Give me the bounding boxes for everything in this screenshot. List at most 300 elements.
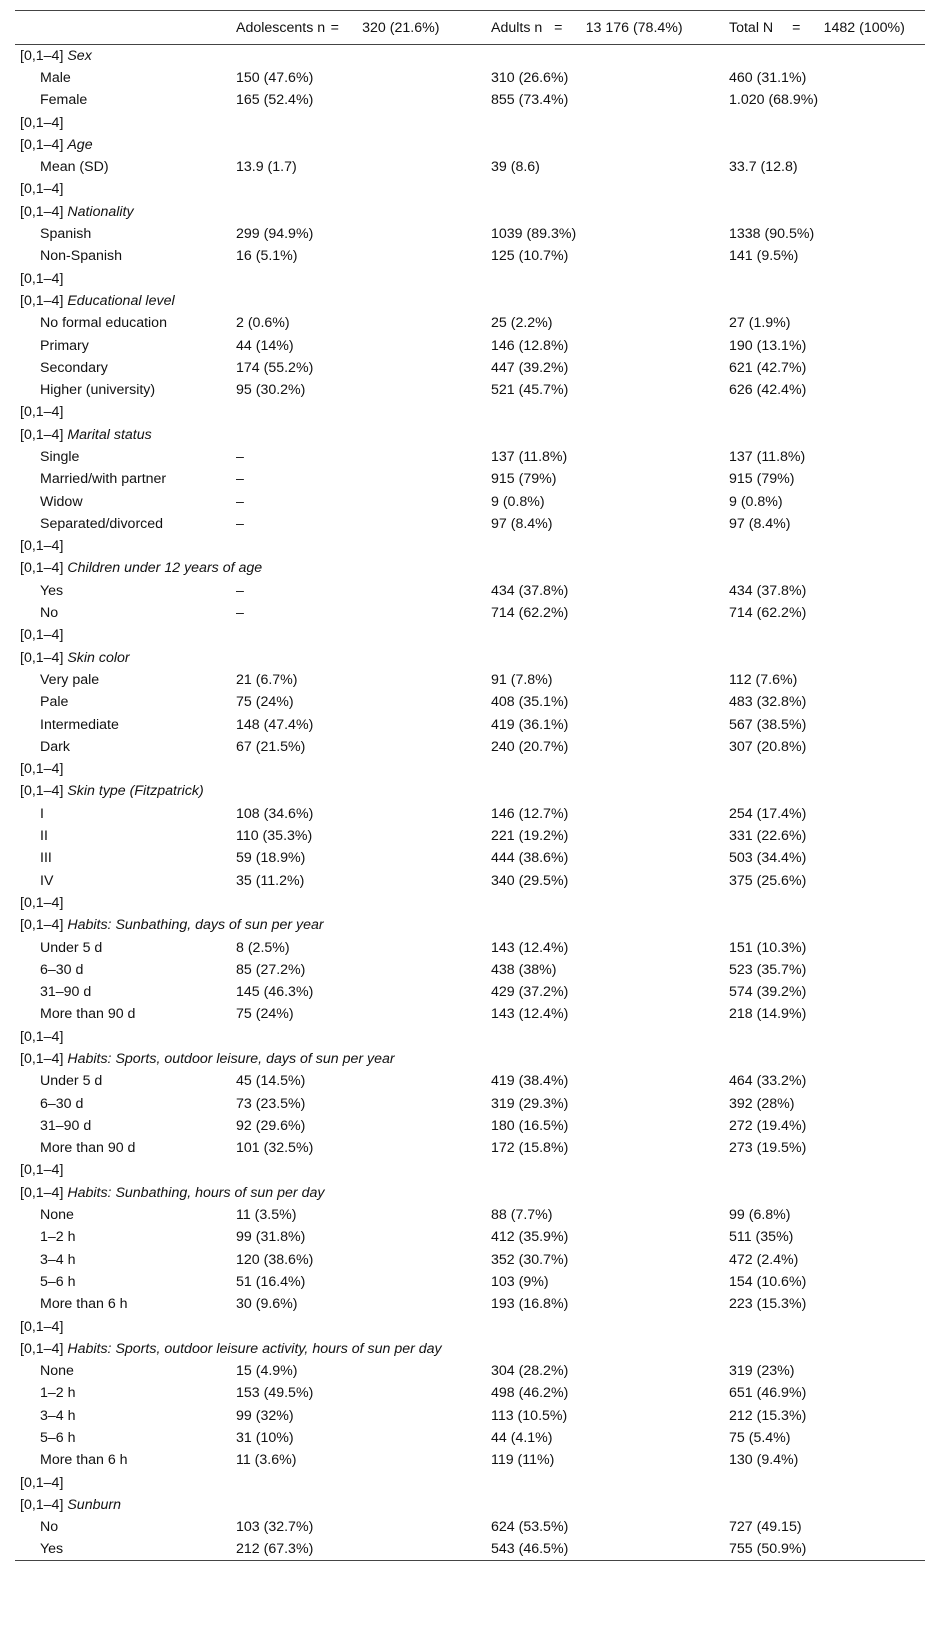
- section-title: Habits: Sunbathing, hours of sun per day: [67, 1184, 325, 1201]
- table-row: [15, 1405, 925, 1427]
- section-header-cell: [15, 557, 925, 579]
- cell-adolescents: 51 (16.4%): [236, 1273, 306, 1290]
- cell-adults: 9 (0.8%): [491, 493, 545, 510]
- table-row: [15, 1293, 925, 1315]
- table-row: [15, 736, 925, 758]
- separator-prefix: [0,1–4]: [20, 1318, 64, 1335]
- section-title: Skin color: [67, 649, 130, 666]
- section-prefix: [0,1–4]: [20, 649, 64, 666]
- section-prefix: [0,1–4]: [20, 292, 64, 309]
- cell-adolescents: 95 (30.2%): [236, 382, 306, 399]
- cell-label: Single: [40, 448, 80, 465]
- cell-adults: 447 (39.2%): [491, 359, 569, 376]
- cell-total: 151 (10.3%): [729, 939, 807, 956]
- cell-label: More than 90 d: [40, 1006, 136, 1023]
- table-row: [15, 1226, 925, 1248]
- separator-prefix: [0,1–4]: [20, 114, 64, 131]
- cell-adults: 714 (62.2%): [491, 605, 569, 622]
- section-header-row: [15, 780, 925, 802]
- cell-label: Spanish: [40, 226, 92, 243]
- table-row: [15, 1427, 925, 1449]
- section-header-row: [15, 201, 925, 223]
- section-prefix: [0,1–4]: [20, 1340, 64, 1357]
- table-row: [15, 223, 925, 245]
- cell-label: More than 6 h: [40, 1296, 128, 1313]
- table-row: [15, 67, 925, 89]
- cell-adults: 352 (30.7%): [491, 1251, 569, 1268]
- cell-adolescents: 11 (3.5%): [236, 1207, 297, 1224]
- section-title: Skin type (Fitzpatrick): [67, 783, 204, 800]
- section-header-row: [15, 45, 925, 67]
- cell-total: 112 (7.6%): [729, 671, 798, 688]
- section-header-cell: [15, 1494, 925, 1516]
- cell-adults: 915 (79%): [491, 471, 557, 488]
- cell-adults: 143 (12.4%): [491, 939, 569, 956]
- cell-total: 190 (13.1%): [729, 337, 807, 354]
- cell-adults: 855 (73.4%): [491, 92, 569, 109]
- cell-label: Yes: [15, 1538, 223, 1560]
- cell-adults: 498 (46.2%): [491, 1385, 569, 1402]
- cell-adolescents: 75 (24%): [236, 1006, 294, 1023]
- separator-prefix: [0,1–4]: [20, 761, 64, 778]
- separator-row: [15, 401, 925, 423]
- cell-adolescents: 30 (9.6%): [236, 1296, 298, 1313]
- table-row: [15, 1449, 925, 1471]
- table-row: [15, 1070, 925, 1092]
- cell-adolescents: 75 (24%): [236, 694, 294, 711]
- cell-label: No: [40, 605, 59, 622]
- cell-total: 651 (46.9%): [729, 1385, 807, 1402]
- cell-adults: 521 (45.7%): [491, 382, 569, 399]
- cell-total: 272 (19.4%): [729, 1117, 807, 1134]
- cell-total: 99 (6.8%): [729, 1207, 791, 1224]
- section-prefix: [0,1–4]: [20, 1184, 64, 1201]
- table-row: [15, 1204, 925, 1226]
- cell-adults: 97 (8.4%): [491, 515, 553, 532]
- table-row: [15, 825, 925, 847]
- section-header-cell: [15, 780, 925, 802]
- header-cell-adults: Adults n = 13 176 (78.4%): [478, 11, 716, 45]
- cell-adolescents: 145 (46.3%): [236, 984, 314, 1001]
- cell-adults: 88 (7.7%): [491, 1207, 553, 1224]
- cell-label: Primary: [40, 337, 89, 354]
- cell-adults: 119 (11%): [491, 1452, 555, 1469]
- cell-adolescents: 15 (4.9%): [236, 1363, 298, 1380]
- table-row: [15, 513, 925, 535]
- cell-adolescents: 67 (21.5%): [236, 738, 306, 755]
- section-header-cell: [15, 201, 925, 223]
- cell-label: None: [40, 1207, 74, 1224]
- section-header-row: [15, 1048, 925, 1070]
- separator-row: [15, 624, 925, 646]
- cell-adolescents: 85 (27.2%): [236, 961, 306, 978]
- section-title: Habits: Sports, outdoor leisure activity, hours of sun per day: [67, 1340, 442, 1357]
- table-row: [15, 602, 925, 624]
- cell-adults: 429 (37.2%): [491, 984, 569, 1001]
- cell-total: 460 (31.1%): [729, 69, 807, 86]
- section-title: Children under 12 years of age: [67, 560, 263, 577]
- cell-total: 218 (14.9%): [729, 1006, 807, 1023]
- cell-adolescents: 8 (2.5%): [236, 939, 290, 956]
- cell-adolescents: 108 (34.6%): [236, 805, 314, 822]
- section-header-cell: [15, 290, 925, 312]
- table-row: [15, 691, 925, 713]
- cell-adults: 146 (12.7%): [491, 805, 569, 822]
- cell-adolescents: 103 (32.7%): [236, 1519, 314, 1536]
- table-row: [15, 490, 925, 512]
- cell-adults: 221 (19.2%): [491, 828, 569, 845]
- cell-adolescents: 165 (52.4%): [236, 92, 314, 109]
- cell-total: 567 (38.5%): [729, 716, 807, 733]
- cell-adolescents: 120 (38.6%): [236, 1251, 314, 1268]
- separator-prefix: [0,1–4]: [20, 181, 64, 198]
- separator-row: [15, 535, 925, 557]
- section-title: Marital status: [67, 426, 152, 443]
- section-title: Sunburn: [67, 1496, 121, 1513]
- separator-prefix: [0,1–4]: [20, 627, 64, 644]
- cell-label: Under 5 d: [40, 939, 103, 956]
- cell-total: 755 (50.9%): [716, 1538, 925, 1560]
- separator-prefix: [0,1–4]: [20, 894, 64, 911]
- table-row: [15, 1382, 925, 1404]
- cell-label: 6–30 d: [40, 1095, 84, 1112]
- cell-adults: 438 (38%): [491, 961, 557, 978]
- cell-total: 130 (9.4%): [729, 1452, 799, 1469]
- section-header-cell: [15, 914, 925, 936]
- section-header-cell: [15, 647, 925, 669]
- separator-prefix: [0,1–4]: [20, 270, 64, 287]
- cell-adults: 444 (38.6%): [491, 850, 569, 867]
- section-title: Nationality: [67, 203, 134, 220]
- cell-adults: 91 (7.8%): [491, 671, 553, 688]
- cell-label: 31–90 d: [40, 1117, 92, 1134]
- table-row: [15, 803, 925, 825]
- cell-total: 27 (1.9%): [729, 315, 791, 332]
- cell-total: 503 (34.4%): [729, 850, 807, 867]
- cell-adults: 543 (46.5%): [478, 1538, 716, 1560]
- cell-adolescents: 299 (94.9%): [236, 226, 314, 243]
- cell-adults: 39 (8.6): [491, 159, 540, 176]
- cell-total: 375 (25.6%): [729, 872, 807, 889]
- table-row: [15, 334, 925, 356]
- cell-total: 483 (32.8%): [729, 694, 807, 711]
- cell-adults: 180 (16.5%): [491, 1117, 569, 1134]
- cell-label: 3–4 h: [40, 1251, 76, 1268]
- cell-adults: 412 (35.9%): [491, 1229, 569, 1246]
- section-header-row: [15, 1338, 925, 1360]
- cell-label: Secondary: [40, 359, 108, 376]
- cell-adults: 624 (53.5%): [491, 1519, 569, 1536]
- cell-adolescents: 99 (32%): [236, 1407, 294, 1424]
- separator-prefix: [0,1–4]: [20, 538, 64, 555]
- cell-label: 5–6 h: [40, 1430, 76, 1447]
- table-row: [15, 1249, 925, 1271]
- cell-adolescents: –: [236, 448, 244, 465]
- cell-total: 319 (23%): [729, 1363, 795, 1380]
- section-header-cell: [15, 1048, 925, 1070]
- separator-row: [15, 1159, 925, 1181]
- table-row: [15, 156, 925, 178]
- cell-label: No: [40, 1519, 59, 1536]
- separator-row: [15, 758, 925, 780]
- cell-total: 154 (10.6%): [729, 1273, 807, 1290]
- cell-total: 621 (42.7%): [729, 359, 807, 376]
- table-row: [15, 468, 925, 490]
- cell-total: 626 (42.4%): [729, 382, 807, 399]
- cell-total: 141 (9.5%): [729, 248, 799, 265]
- cell-adults: 44 (4.1%): [491, 1430, 553, 1447]
- separator-row: [15, 1026, 925, 1048]
- separator-row: [15, 267, 925, 289]
- section-prefix: [0,1–4]: [20, 1496, 64, 1513]
- cell-label: 1–2 h: [40, 1229, 76, 1246]
- cell-adults: 113 (10.5%): [491, 1407, 568, 1424]
- cell-label: III: [40, 850, 52, 867]
- cell-label: 5–6 h: [40, 1273, 76, 1290]
- table-row: [15, 312, 925, 334]
- cell-adolescents: 16 (5.1%): [236, 248, 298, 265]
- table-row: [15, 713, 925, 735]
- cell-adults: 319 (29.3%): [491, 1095, 569, 1112]
- table-row: [15, 1360, 925, 1382]
- cell-label: Higher (university): [40, 382, 156, 399]
- header-cell-total: Total N = 1482 (100%): [716, 11, 925, 45]
- table-row: [15, 869, 925, 891]
- cell-total: 137 (11.8%): [729, 448, 806, 465]
- table-row: [15, 936, 925, 958]
- section-prefix: [0,1–4]: [20, 560, 64, 577]
- cell-adolescents: –: [236, 493, 244, 510]
- cell-adolescents: 110 (35.3%): [236, 828, 313, 845]
- section-header-row: [15, 647, 925, 669]
- cell-label: None: [40, 1363, 74, 1380]
- section-prefix: [0,1–4]: [20, 917, 64, 934]
- section-header-cell: [15, 134, 925, 156]
- cell-adults: 304 (28.2%): [491, 1363, 569, 1380]
- cell-adolescents: –: [236, 471, 244, 488]
- cell-label: Pale: [40, 694, 69, 711]
- header-cell-empty: [15, 11, 223, 45]
- cell-adolescents: 99 (31.8%): [236, 1229, 306, 1246]
- section-header-row: [15, 134, 925, 156]
- section-header-cell: [15, 424, 925, 446]
- table-row: [15, 1538, 925, 1560]
- table-row: [15, 1271, 925, 1293]
- cell-label: Intermediate: [40, 716, 119, 733]
- cell-label: Under 5 d: [40, 1073, 103, 1090]
- table-container: [15, 10, 925, 1561]
- cell-adults: 434 (37.8%): [491, 582, 569, 599]
- table-row: [15, 446, 925, 468]
- separator-prefix: [0,1–4]: [20, 1474, 64, 1491]
- separator-prefix: [0,1–4]: [20, 1028, 64, 1045]
- cell-total: 523 (35.7%): [729, 961, 807, 978]
- cell-adolescents: 73 (23.5%): [236, 1095, 306, 1112]
- cell-adults: 125 (10.7%): [491, 248, 569, 265]
- cell-adults: 146 (12.8%): [491, 337, 569, 354]
- table-row: [15, 959, 925, 981]
- cell-adolescents: 11 (3.6%): [236, 1452, 297, 1469]
- cell-label: Male: [40, 69, 71, 86]
- cell-total: 434 (37.8%): [729, 582, 807, 599]
- table-row: [15, 1003, 925, 1025]
- section-title: Habits: Sports, outdoor leisure, days of sun per year: [67, 1051, 395, 1067]
- cell-adults: 143 (12.4%): [491, 1006, 569, 1023]
- section-header-row: [15, 1182, 925, 1204]
- cell-adults: 419 (38.4%): [491, 1073, 569, 1090]
- separator-row: [15, 1472, 925, 1494]
- cell-adolescents: 13.9 (1.7): [236, 159, 297, 176]
- cell-label: II: [40, 828, 48, 845]
- table-row: [15, 580, 925, 602]
- separator-row: [15, 111, 925, 133]
- cell-adults: 103 (9%): [491, 1273, 549, 1290]
- cell-label: IV: [40, 872, 54, 889]
- cell-label: 6–30 d: [40, 961, 84, 978]
- cell-adolescents: 212 (67.3%): [223, 1538, 478, 1560]
- table-row: [15, 1516, 925, 1538]
- cell-label: Very pale: [40, 671, 100, 688]
- cell-adults: 137 (11.8%): [491, 448, 568, 465]
- cell-label: Widow: [40, 493, 83, 510]
- cell-adults: 1039 (89.3%): [491, 226, 577, 243]
- cell-label: 3–4 h: [40, 1407, 76, 1424]
- cell-label: Separated/divorced: [40, 515, 164, 532]
- table-header: [15, 11, 925, 45]
- table-row: [15, 357, 925, 379]
- table-row: [15, 89, 925, 111]
- cell-adults: 25 (2.2%): [491, 315, 553, 332]
- table-row: [15, 981, 925, 1003]
- section-prefix: [0,1–4]: [20, 203, 64, 220]
- cell-adolescents: 148 (47.4%): [236, 716, 314, 733]
- cell-adults: 172 (15.8%): [491, 1140, 569, 1157]
- section-prefix: [0,1–4]: [20, 47, 64, 64]
- cell-adolescents: –: [236, 605, 244, 622]
- cell-label: Female: [40, 92, 88, 109]
- section-header-row: [15, 914, 925, 936]
- separator-prefix: [0,1–4]: [20, 404, 64, 421]
- table-row: [15, 847, 925, 869]
- section-prefix: [0,1–4]: [20, 136, 64, 153]
- cell-total: 464 (33.2%): [729, 1073, 807, 1090]
- table-row: [15, 1092, 925, 1114]
- cell-total: 9 (0.8%): [729, 493, 783, 510]
- cell-total: 331 (22.6%): [729, 828, 807, 845]
- cell-total: 511 (35%): [729, 1229, 794, 1246]
- cell-total: 97 (8.4%): [729, 515, 791, 532]
- cell-adolescents: 174 (55.2%): [236, 359, 314, 376]
- cell-total: 254 (17.4%): [729, 805, 807, 822]
- section-prefix: [0,1–4]: [20, 426, 64, 443]
- cell-label: Non-Spanish: [40, 248, 123, 265]
- cell-adults: 310 (26.6%): [491, 69, 569, 86]
- cell-adults: 408 (35.1%): [491, 694, 569, 711]
- cell-label: I: [40, 805, 44, 822]
- cell-label: Mean (SD): [40, 159, 109, 176]
- cell-adolescents: 101 (32.5%): [236, 1140, 314, 1157]
- cell-total: 574 (39.2%): [729, 984, 807, 1001]
- cell-adolescents: 35 (11.2%): [236, 872, 305, 889]
- section-header-row: [15, 557, 925, 579]
- cell-total: 1.020 (68.9%): [729, 92, 819, 109]
- section-title: Sex: [67, 47, 92, 64]
- cell-adolescents: 59 (18.9%): [236, 850, 306, 867]
- cell-adolescents: 92 (29.6%): [236, 1117, 306, 1134]
- section-header-row: [15, 1494, 925, 1516]
- separator-row: [15, 178, 925, 200]
- demographics-table: [15, 10, 925, 1561]
- cell-label: Yes: [40, 582, 64, 599]
- section-title: Age: [67, 136, 93, 153]
- section-header-cell: [15, 1338, 925, 1360]
- cell-label: 31–90 d: [40, 984, 92, 1001]
- cell-total: 714 (62.2%): [729, 605, 807, 622]
- table-row: [15, 1115, 925, 1137]
- cell-label: Married/with partner: [40, 471, 167, 488]
- table-row: [15, 379, 925, 401]
- cell-label: More than 90 d: [40, 1140, 136, 1157]
- cell-total: 392 (28%): [729, 1095, 795, 1112]
- separator-prefix: [0,1–4]: [20, 1162, 64, 1179]
- cell-adolescents: 150 (47.6%): [236, 69, 314, 86]
- cell-total: 307 (20.8%): [729, 738, 807, 755]
- cell-adults: 340 (29.5%): [491, 872, 569, 889]
- cell-label: Dark: [40, 738, 70, 755]
- cell-total: 223 (15.3%): [729, 1296, 807, 1313]
- section-header-cell: [15, 45, 925, 67]
- cell-total: 1338 (90.5%): [729, 226, 815, 243]
- section-header-cell: [15, 1182, 925, 1204]
- cell-total: 727 (49.15): [729, 1519, 802, 1536]
- cell-adults: 240 (20.7%): [491, 738, 569, 755]
- cell-total: 472 (2.4%): [729, 1251, 799, 1268]
- table-row: [15, 669, 925, 691]
- cell-total: 212 (15.3%): [729, 1407, 807, 1424]
- cell-adults: 193 (16.8%): [491, 1296, 569, 1313]
- cell-adolescents: –: [236, 515, 244, 532]
- table-row: [15, 1137, 925, 1159]
- cell-total: 273 (19.5%): [729, 1140, 807, 1157]
- section-title: Habits: Sunbathing, days of sun per year: [67, 917, 324, 934]
- cell-total: 33.7 (12.8): [729, 159, 798, 176]
- section-prefix: [0,1–4]: [20, 1051, 64, 1067]
- cell-adults: 419 (36.1%): [491, 716, 569, 733]
- cell-total: 915 (79%): [729, 471, 795, 488]
- cell-adolescents: 153 (49.5%): [236, 1385, 314, 1402]
- table-row: [15, 245, 925, 267]
- header-row: [15, 11, 925, 45]
- cell-adolescents: 21 (6.7%): [236, 671, 298, 688]
- section-header-row: [15, 290, 925, 312]
- cell-label: 1–2 h: [40, 1385, 76, 1402]
- section-header-row: [15, 424, 925, 446]
- separator-row: [15, 892, 925, 914]
- cell-adolescents: –: [236, 582, 244, 599]
- cell-label: More than 6 h: [40, 1452, 128, 1469]
- separator-row: [15, 1315, 925, 1337]
- cell-adolescents: 44 (14%): [236, 337, 294, 354]
- section-title: Educational level: [67, 292, 175, 309]
- section-prefix: [0,1–4]: [20, 783, 64, 800]
- cell-adolescents: 2 (0.6%): [236, 315, 290, 332]
- cell-adolescents: 45 (14.5%): [236, 1073, 306, 1090]
- cell-total: 75 (5.4%): [729, 1430, 791, 1447]
- cell-adolescents: 31 (10%): [236, 1430, 294, 1447]
- table-body: [15, 45, 925, 1561]
- header-cell-adolescents: Adolescents n = 320 (21.6%): [223, 11, 478, 45]
- cell-label: No formal education: [40, 315, 167, 332]
